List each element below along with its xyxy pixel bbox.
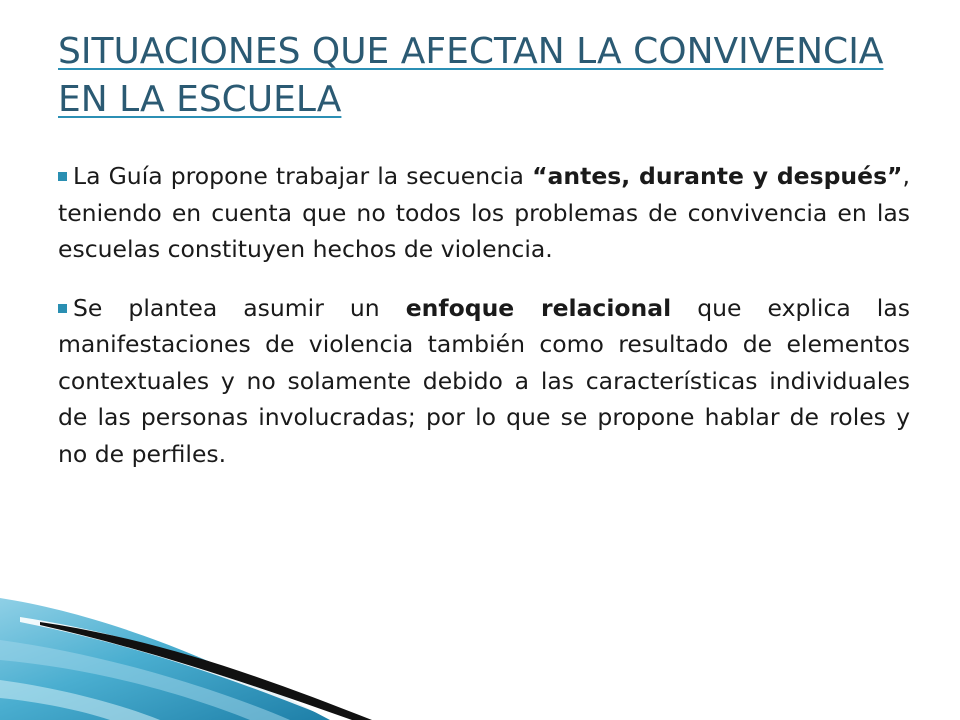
paragraph-2-bold: enfoque relacional	[405, 293, 672, 322]
slide-title-text: SITUACIONES QUE AFECTAN LA CONVIVENCIA EN LA ESCUELA	[58, 31, 884, 120]
paragraph-2-text-end: que explica las manifestaciones de violencia también como resultado de elementos contextuales y no solamente debido a las características individuales de las personas involucradas; por lo que se propone hablar de roles y no de perfiles.	[58, 293, 910, 468]
paragraph-2-text-start: Se plantea asumir un	[73, 293, 406, 322]
paragraph-1-text-start: La Guía propone trabajar la secuencia	[73, 162, 533, 190]
paragraph-1-bold: “antes, durante y después”	[532, 162, 903, 190]
paragraph-1-text-end: , teniendo en cuenta que no todos los problemas de convivencia en las escuelas constituyen hechos de violencia.	[58, 162, 910, 263]
